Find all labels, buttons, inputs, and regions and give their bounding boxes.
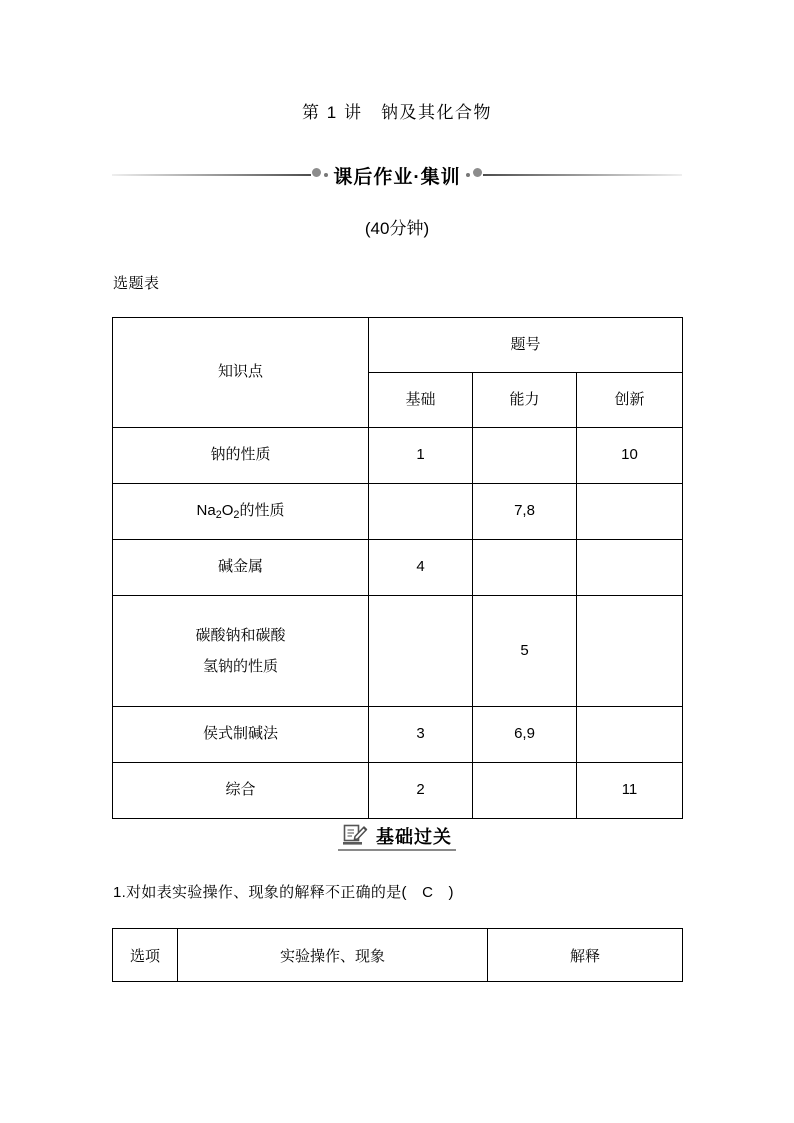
cell-innovation: [577, 707, 683, 763]
cell-topic: 碳酸钠和碳酸 氢钠的性质: [113, 596, 369, 707]
cell-basic: 4: [369, 540, 473, 596]
cell-basic: 3: [369, 707, 473, 763]
table-row: [113, 707, 683, 763]
cell-topic: 侯式制碱法: [113, 707, 369, 763]
divider-dot-small-left: [324, 173, 328, 177]
option-header-explanation: 解释: [488, 929, 683, 982]
cell-topic: 钠的性质: [113, 428, 369, 484]
option-header-choice: 选项: [113, 929, 178, 982]
cell-ability: [473, 540, 577, 596]
divider-dot-large-right: [473, 168, 482, 177]
cell-ability: [473, 428, 577, 484]
cell-ability: [473, 763, 577, 819]
divider-rule-left: [112, 174, 311, 176]
cell-innovation: 10: [577, 428, 683, 484]
cell-topic: $Na_2O_2$的性质: [113, 484, 369, 540]
lecture-title: 第 1 讲 钠及其化合物: [302, 103, 492, 122]
section-badge-label: 基础过关: [376, 827, 452, 848]
cell-ability: 5: [473, 596, 577, 707]
cell-innovation: [577, 540, 683, 596]
divider-dot-small-right: [466, 173, 470, 177]
duration-label: (40分钟): [364, 219, 430, 238]
divider-title: 课后作业·集训: [333, 166, 461, 188]
option-header-operation: 实验操作、现象: [178, 929, 488, 982]
table-row: [113, 484, 683, 540]
divider-dot-large-left: [312, 168, 321, 177]
cell-ability: 7,8: [473, 484, 577, 540]
option-table-header-row: [113, 929, 683, 982]
cell-innovation: 11: [577, 763, 683, 819]
cell-basic: 2: [369, 763, 473, 819]
cell-topic: 综合: [113, 763, 369, 819]
table-row: [113, 540, 683, 596]
cell-basic: [369, 484, 473, 540]
header-cell-innovation: 创新: [577, 373, 683, 428]
header-cell-ability: 能力: [473, 373, 577, 428]
header-cell-topic: 知识点: [113, 318, 369, 428]
selection-table-caption: 选题表: [113, 275, 160, 292]
notepad-pencil-icon: [342, 823, 369, 847]
divider-rule-right: [483, 174, 682, 176]
section-divider: [112, 158, 682, 192]
table-row: [113, 763, 683, 819]
header-cell-group: 题号: [369, 318, 683, 373]
section-badge: [0, 823, 794, 851]
table-row: [113, 428, 683, 484]
table-row: [113, 596, 683, 707]
selection-table-header-row-1: [113, 318, 683, 373]
cell-topic: 碱金属: [113, 540, 369, 596]
cell-ability: 6,9: [473, 707, 577, 763]
section-badge-inner: [338, 823, 456, 851]
selection-table-body: [113, 428, 683, 819]
question-1-text: 1.对如表实验操作、现象的解释不正确的是( C ): [113, 884, 454, 901]
selection-table: [112, 317, 683, 819]
header-cell-basic: 基础: [369, 373, 473, 428]
cell-innovation: [577, 484, 683, 540]
option-table: [112, 928, 683, 982]
cell-innovation: [577, 596, 683, 707]
cell-basic: 1: [369, 428, 473, 484]
cell-basic: [369, 596, 473, 707]
